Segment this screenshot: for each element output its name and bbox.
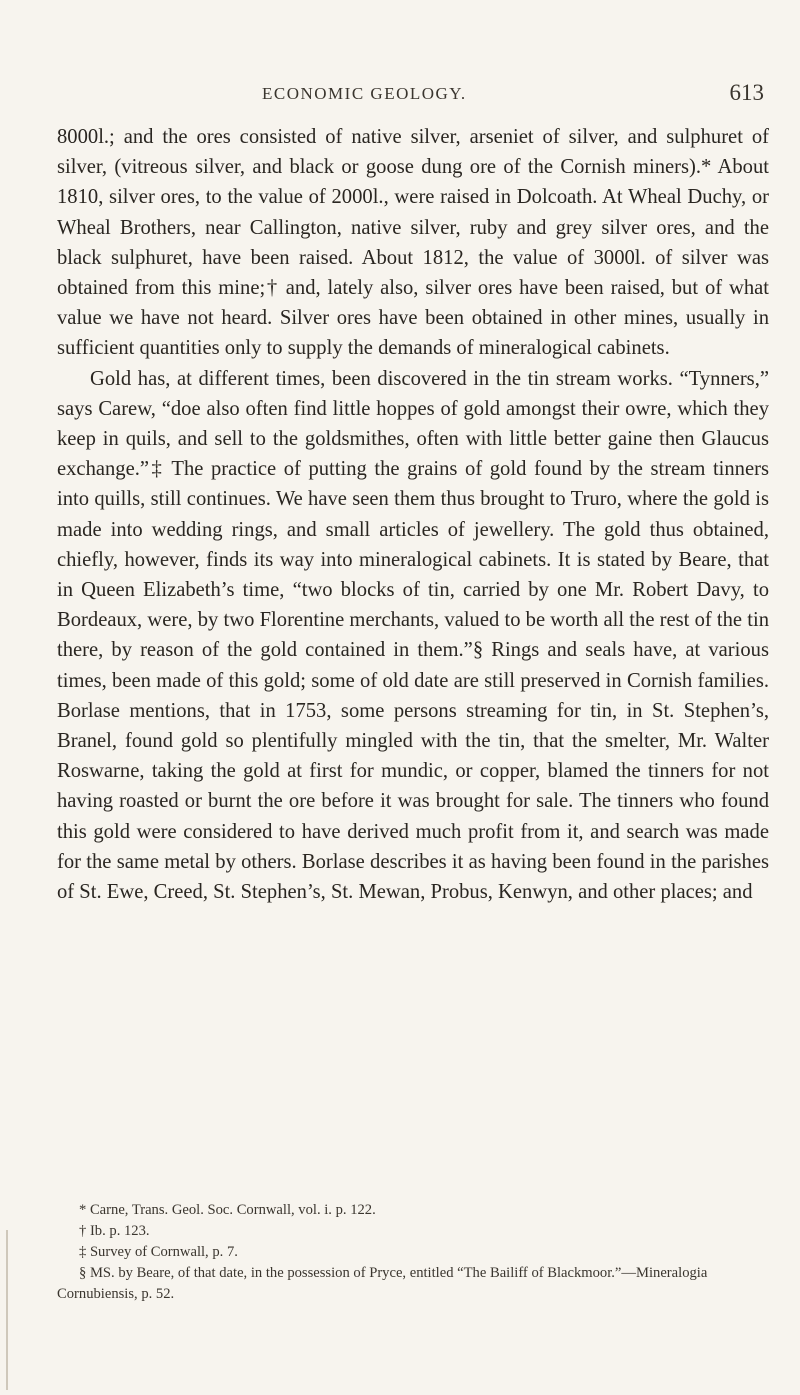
paragraph: Gold has, at different times, been discovered in the tin stream works. “Tynners,” says Carew, “doe also often find little hoppes of gold amongst their owre, which they keep in quils, and sell to the goldsmithes, often with little better gaine then Glaucus exchange.”‡ The practice of putting the grains of gold found by the stream tinners into quills, still continues. We have seen them thus brought to Truro, where the gold is made into wedding rings, and small articles of jewellery. The gold thus obtained, chiefly, however, finds its way into mineralogical cabinets. It is stated by Beare, that in Queen Elizabeth’s time, “two blocks of tin, carried by one Mr. Robert Davy, to Bordeaux, were, by two Florentine merchants, valued to be worth all the rest of the tin there, by reason of the gold contained in them.”§ Rings and seals have, at various times, been made of this gold; some of old date are still preserved in Cornish families. Borlase mentions, that in 1753, some persons streaming for tin, in St. Stephen’s, Branel, found gold so plentifully mingled with the tin, that the smelter, Mr. Walter Roswarne, taking the gold at first for mundic, or copper, blamed the tinners for not having roasted or burnt the ore before it was brought for sale. The tinners who found this gold were considered to have derived much profit from it, and search was made for the same metal by others. Borlase describes it as having been found in the parishes of St. Ewe, Creed, St. Stephen’s, St. Mewan, Probus, Kenwyn, and other places; and: [57, 367, 769, 904]
footnotes: [57, 1200, 769, 1305]
paragraph: 8000l.; and the ores consisted of native silver, arseniet of silver, and sulphuret of silver, (vitreous silver, and black or goose dung ore of the Cornish miners).* About 1810, silver ores, to the value of 2000l., were raised in Dolcoath. At Wheal Duchy, or Wheal Brothers, near Callington, native silver, ruby and grey silver ores, and the black sulphuret, have been raised. About 1812, the value of 3000l. of silver was obtained from this mine;† and, lately also, silver ores have been raised, but of what value we have not heard. Silver ores have been obtained in other mines, usually in sufficient quantities only to supply the demands of mineralogical cabinets.: [57, 126, 769, 360]
footnote: * Carne, Trans. Geol. Soc. Cornwall, vol. i. p. 122.: [79, 1202, 376, 1218]
body-text: [57, 122, 769, 907]
page-edge-shadow: [6, 1230, 8, 1390]
footnote: § MS. by Beare, of that date, in the possession of Pryce, entitled “The Bailiff of Blackmoor.”—Mineralogia Cornubiensis, p. 52.: [57, 1265, 708, 1302]
footnote: † Ib. p. 123.: [79, 1223, 150, 1239]
page-header: [0, 82, 800, 112]
footnote: ‡ Survey of Cornwall, p. 7.: [79, 1244, 238, 1260]
page-number: 613: [729, 80, 764, 105]
running-title: ECONOMIC GEOLOGY.: [262, 84, 467, 103]
